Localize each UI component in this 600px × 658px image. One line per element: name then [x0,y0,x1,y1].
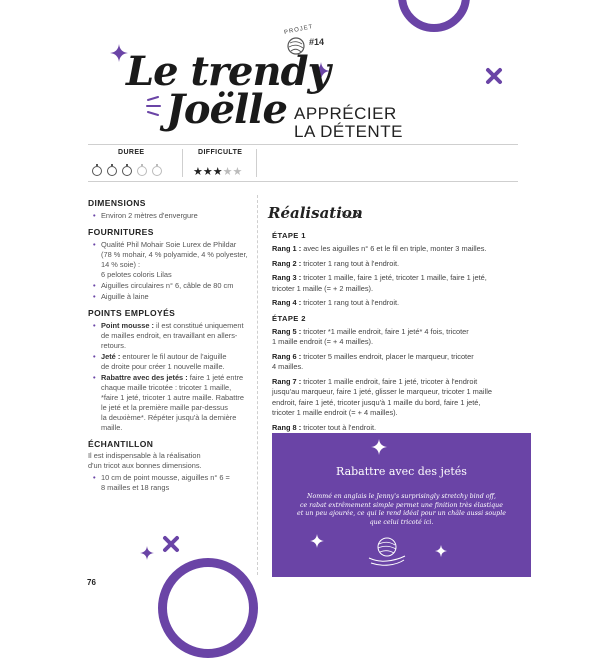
stopwatch-icon [107,166,117,176]
rang-row: Rang 1 : avec les aiguilles n° 6 et le fil en triple, monter 3 mailles. [272,244,487,253]
star-filled-icon: ★ [212,165,223,178]
point-item: • Jeté : entourer le fil autour de l'aiguille de droite pour créer 1 nouvelle maille. [93,352,248,372]
star-filled-icon: ★ [202,165,213,178]
subtitle-line1: APPRÉCIER [294,104,397,123]
project-number: #14 [309,37,325,47]
top-ring-decoration [398,0,470,32]
fourniture-item: • Aiguilles circulaires n° 6, câble de 80 cm [93,281,248,291]
page-title-line1: Le trendy [126,48,330,95]
etape1-heading: ÉTAPE 1 [272,231,306,240]
ratings-divider [256,149,257,177]
ratings-bottom-rule [88,181,518,182]
rang-row: Rang 5 : tricoter *1 maille endroit, faire 1 jeté* 4 fois, tricoter 1 maille endroit (= + 4 mailles). [272,326,469,346]
sparkle-icon [310,534,324,548]
star-filled-icon: ★ [193,165,203,178]
yarn-in-hand-icon [364,532,410,568]
star-empty-icon: ★ [222,165,233,178]
duration-rating [92,161,167,180]
page-number: 76 [87,578,96,587]
rang-row: Rang 6 : tricoter 5 mailles endroit, placer le marqueur, tricoter 4 mailles. [272,351,474,371]
stopwatch-icon [152,166,162,176]
cross-icon [485,67,503,85]
dimensions-heading: DIMENSIONS [88,198,146,208]
tip-box [272,433,531,577]
point-item: • Point mousse : il est constitué uniquement de mailles endroit, en travaillant en allers- retours. [93,321,248,351]
point-item: • Rabattre avec des jetés : faire 1 jeté entre chaque maille tricotée : tricoter 1 maille, *faire 1 jeté, tricoter 1 autre maille. Rabattre le jeté et la première maille par-dessus la deuxième*. Répéter jusqu'à la dernière maille. [93,373,248,433]
rang-row: Rang 8 : tricoter tout à l'endroit. [272,422,377,432]
duration-label: DUREE [118,149,145,156]
tip-title: Rabattre avec des jetés [336,465,467,478]
column-divider [257,195,258,575]
bottom-ring-decoration [158,558,258,658]
curved-arrow-icon [340,208,362,222]
stopwatch-icon [92,166,102,176]
rang-row: Rang 3 : tricoter 1 maille, faire 1 jeté, tricoter 1 maille, faire 1 jeté, tricoter 1 maille (= + 2 mailles). [272,273,487,293]
project-label: PROJET [283,23,314,37]
sparkle-icon [140,546,154,560]
sparkle-icon [371,439,387,455]
points-heading: POINTS EMPLOYÉS [88,308,176,318]
right-column [272,231,534,433]
stopwatch-icon [122,166,132,176]
difficulty-rating [193,160,242,179]
ratings-top-rule [88,144,518,145]
rang-row: Rang 2 : tricoter 1 rang tout à l'endroit. [272,258,400,268]
fourniture-item: • Qualité Phil Mohair Soie Lurex de Phildar (78 % mohair, 4 % polyamide, 4 % polyester, 14 % soie) : 6 pelotes coloris Lilas [93,240,248,280]
ratings-divider [182,149,183,177]
difficulty-label: DIFFICULTE [198,149,243,156]
star-empty-icon: ★ [232,165,243,178]
subtitle-line2: LA DÉTENTE [294,122,403,141]
echantillon-text: Il est indispensable à la réalisation d'un tricot aux bonnes dimensions. [88,451,202,470]
sparkle-icon [435,545,447,557]
left-column [88,198,248,493]
accent-lines-icon [146,96,164,116]
dimensions-item: • Environ 2 mètres d'envergure [93,211,248,221]
page-title-line2: Joëlle [166,86,287,133]
cross-icon [162,535,180,553]
fournitures-heading: FOURNITURES [88,227,154,237]
etape2-heading: ÉTAPE 2 [272,313,306,323]
echantillon-heading: ÉCHANTILLON [88,439,154,449]
rang-row: Rang 7 : tricoter 1 maille endroit, faire 1 jeté, tricoter à l'endroit jusqu'au marqueur, faire 1 jeté, glisser le marqueur, tricoter 1 maille endroit, faire 1 jeté, tricoter jusqu'à 1 maille du bord, faire 1 jeté, tricoter 1 maille endroit (= + 4 mailles). [272,376,492,417]
echantillon-item: • 10 cm de point mousse, aiguilles n° 6 = 8 mailles et 18 rangs [93,473,248,493]
stopwatch-icon [137,166,147,176]
realisation-title: Réalisation [268,204,363,222]
tip-text: Nommé en anglais le Jenny's surprisingly stretchy bind off, ce rabat extrêmement simple permet une finition très élastique et un peu ajourée, ce qui le rend idéal pour un châle aussi souple que celui tricoté ici. [297,493,506,526]
fourniture-item: • Aiguille à laine [93,292,248,302]
rang-row: Rang 4 : tricoter 1 rang tout à l'endroit. [272,298,400,307]
